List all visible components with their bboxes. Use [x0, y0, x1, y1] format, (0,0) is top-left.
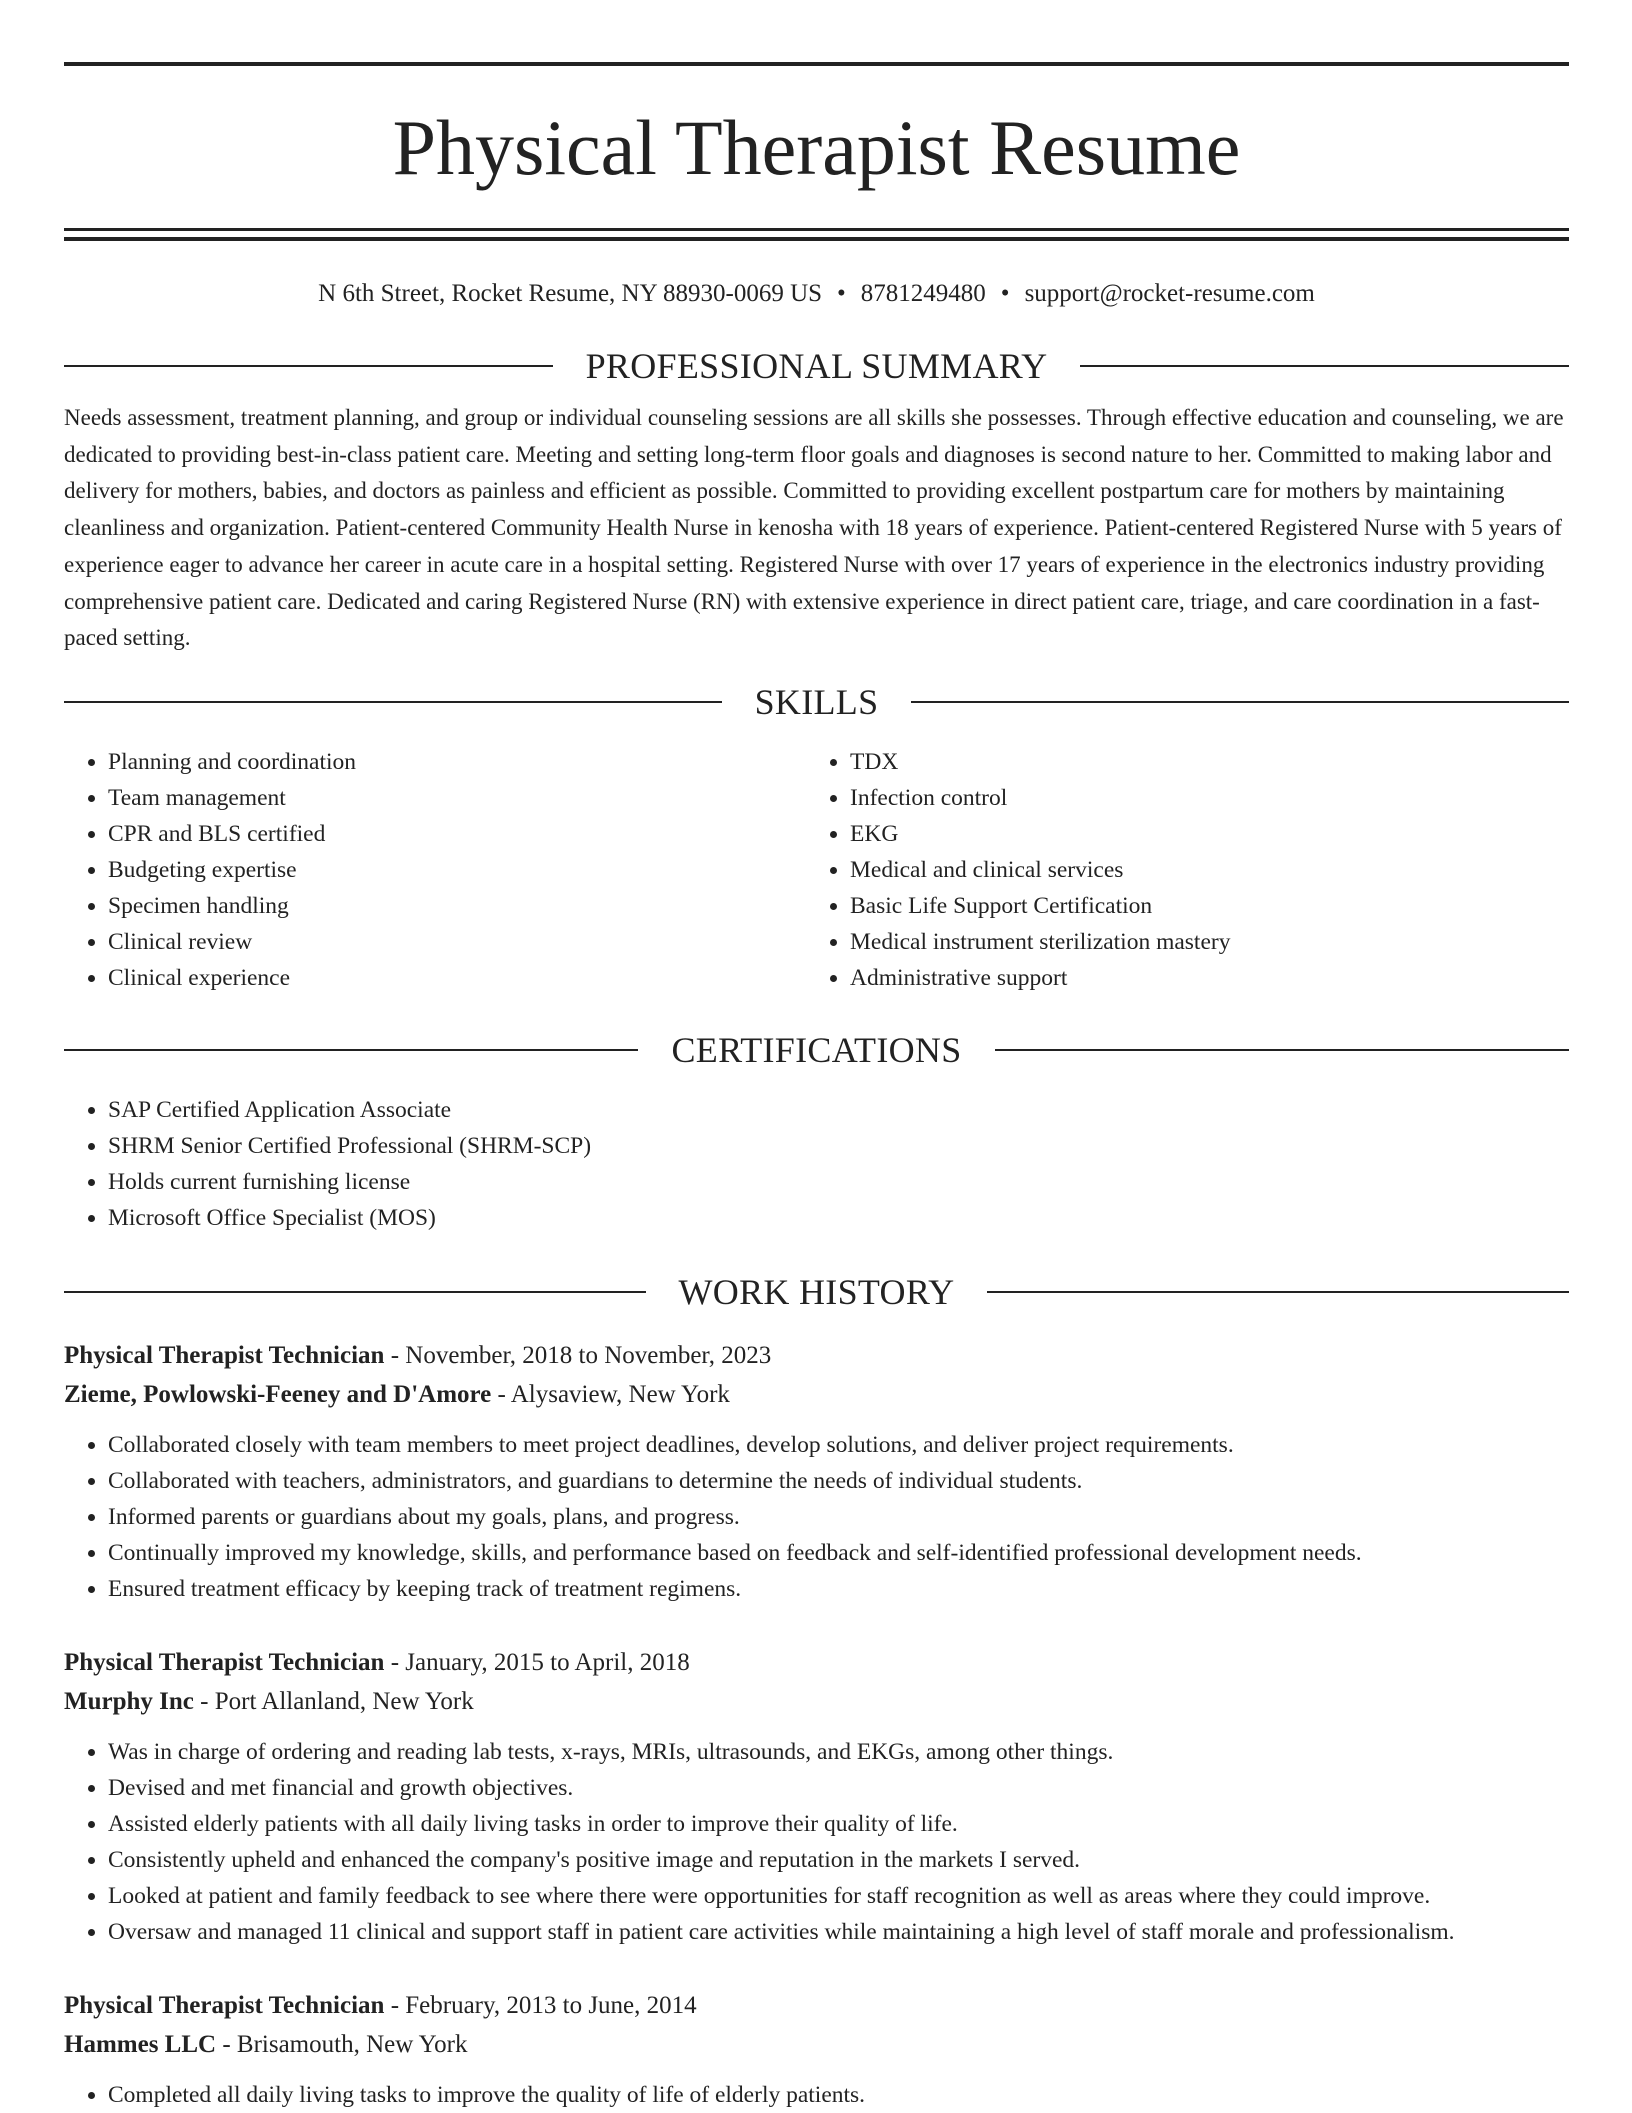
skills-heading-label: SKILLS: [754, 681, 879, 722]
title-double-rule: [64, 228, 1569, 241]
work-history-list: [64, 1336, 1569, 2113]
job-location: - Brisamouth, New York: [216, 2030, 468, 2058]
top-rule: [64, 62, 1569, 66]
summary-text: Needs assessment, treatment planning, and group or individual counseling sessions are all skills she possesses. Through effective education and counseling, we are dedicated to providing best-in-class patient care. Meeting and setting long-term floor goals and diagnoses is second nature to her. Committed to making labor and delivery for mothers, babies, and doctors as painless and efficient as possible. Committed to providing excellent postpartum care for mothers by maintaining cleanliness and organization. Patient-centered Community Health Nurse in kenosha with 18 years of experience. Patient-centered Registered Nurse with 5 years of experience eager to advance her career in acute care in a hospital setting. Registered Nurse with over 17 years of experience in the electronics industry providing comprehensive patient care. Dedicated and caring Registered Nurse (RN) with extensive experience in direct patient care, triage, and care coordination in a fast-paced setting.: [64, 405, 1564, 651]
job-bullet: • Ensured treatment efficacy by keeping track of treatment regimens.: [108, 1571, 1569, 1607]
job-dates: - February, 2013 to June, 2014: [384, 1991, 697, 2019]
job-location: - Port Allanland, New York: [193, 1687, 474, 1715]
contact-separator: •: [837, 280, 846, 307]
job-company: Zieme, Powlowski-Feeney and D'Amore: [64, 1380, 492, 1408]
certifications-list: [64, 1092, 1569, 1236]
skill-item: • Administrative support: [850, 960, 1548, 996]
job-bullet: • Was in charge of ordering and reading lab tests, x-rays, MRIs, ultrasounds, and EKGs, among other things.: [108, 1734, 1569, 1770]
skills-heading: [64, 680, 1569, 724]
certification-item: • Holds current furnishing license: [108, 1164, 1569, 1200]
skills-right-list: [806, 744, 1548, 996]
skill-item: • EKG: [850, 816, 1548, 852]
job-bullet: • Continually improved my knowledge, skills, and performance based on feedback and self-identified professional development needs.: [108, 1535, 1569, 1571]
contact-phone: 8781249480: [860, 280, 986, 307]
resume-page: [64, 62, 1569, 2113]
job-bullet: • Devised and met financial and growth objectives.: [108, 1770, 1569, 1806]
job-bullet: • Completed all daily living tasks to improve the quality of life of elderly patients.: [108, 2077, 1569, 2113]
job-bullet: • Oversaw and managed 11 clinical and support staff in patient care activities while maintaining a high level of staff morale and professionalism.: [108, 1914, 1569, 1950]
job-bullet: • Consistently upheld and enhanced the company's positive image and reputation in the markets I served.: [108, 1842, 1569, 1878]
job-title: Physical Therapist Technician: [64, 1991, 385, 2019]
job-title: Physical Therapist Technician: [64, 1648, 385, 1676]
job-entry: [64, 1986, 1569, 2113]
skill-item: • CPR and BLS certified: [108, 816, 806, 852]
skill-item: • Medical instrument sterilization mastery: [850, 924, 1548, 960]
job-bullet: • Collaborated with teachers, administrators, and guardians to determine the needs of individual students.: [108, 1463, 1569, 1499]
contact-address: N 6th Street, Rocket Resume, NY 88930-0069 US: [318, 280, 823, 307]
job-entry: [64, 1336, 1569, 1607]
work-heading-label: WORK HISTORY: [678, 1271, 955, 1312]
job-bullet-list: [64, 1734, 1569, 1950]
job-location: - Alysaview, New York: [491, 1380, 730, 1408]
certification-item: • Microsoft Office Specialist (MOS): [108, 1200, 1569, 1236]
skill-item: • Budgeting expertise: [108, 852, 806, 888]
job-dates: - November, 2018 to November, 2023: [384, 1341, 772, 1369]
job-bullet: • Informed parents or guardians about my goals, plans, and progress.: [108, 1499, 1569, 1535]
skill-item: • Clinical experience: [108, 960, 806, 996]
job-bullet: • Assisted elderly patients with all daily living tasks in order to improve their quality of life.: [108, 1806, 1569, 1842]
skill-item: • TDX: [850, 744, 1548, 780]
skill-item: • Planning and coordination: [108, 744, 806, 780]
job-title-line: [64, 1336, 1569, 1375]
job-bullet-list: [64, 1427, 1569, 1607]
job-bullet-list: [64, 2077, 1569, 2113]
job-title-line: [64, 1643, 1569, 1682]
job-bullet: • Collaborated closely with team members to meet project deadlines, develop solutions, and deliver project requirements.: [108, 1427, 1569, 1463]
resume-title: Physical Therapist Resume: [392, 104, 1241, 191]
job-title: Physical Therapist Technician: [64, 1341, 385, 1369]
certifications-heading: [64, 1028, 1569, 1072]
job-company-line: [64, 2025, 1569, 2064]
skill-item: • Specimen handling: [108, 888, 806, 924]
job-company-line: [64, 1682, 1569, 1721]
job-title-line: [64, 1986, 1569, 2025]
job-dates: - January, 2015 to April, 2018: [384, 1648, 690, 1676]
certification-item: • SHRM Senior Certified Professional (SHRM-SCP): [108, 1128, 1569, 1164]
skills-columns: [64, 744, 1569, 996]
job-company: Hammes LLC: [64, 2030, 217, 2058]
contact-line: [64, 277, 1569, 311]
contact-separator: •: [1000, 280, 1010, 307]
work-heading: [64, 1270, 1569, 1314]
job-entry: [64, 1643, 1569, 1950]
skills-left-list: [64, 744, 806, 996]
summary-heading-label: PROFESSIONAL SUMMARY: [585, 346, 1048, 386]
job-company-line: [64, 1375, 1569, 1414]
summary-heading: [64, 344, 1569, 388]
skill-item: • Team management: [108, 780, 806, 816]
certification-item: • SAP Certified Application Associate: [108, 1092, 1569, 1128]
contact-email: support@rocket-resume.com: [1024, 280, 1315, 307]
job-bullet: • Looked at patient and family feedback to see where there were opportunities for staff recognition as well as areas where they could improve.: [108, 1878, 1569, 1914]
skill-item: • Basic Life Support Certification: [850, 888, 1548, 924]
skill-item: • Infection control: [850, 780, 1548, 816]
certifications-heading-label: CERTIFICATIONS: [671, 1029, 962, 1070]
job-company: Murphy Inc: [64, 1687, 194, 1715]
skill-item: • Medical and clinical services: [850, 852, 1548, 888]
skill-item: • Clinical review: [108, 924, 806, 960]
